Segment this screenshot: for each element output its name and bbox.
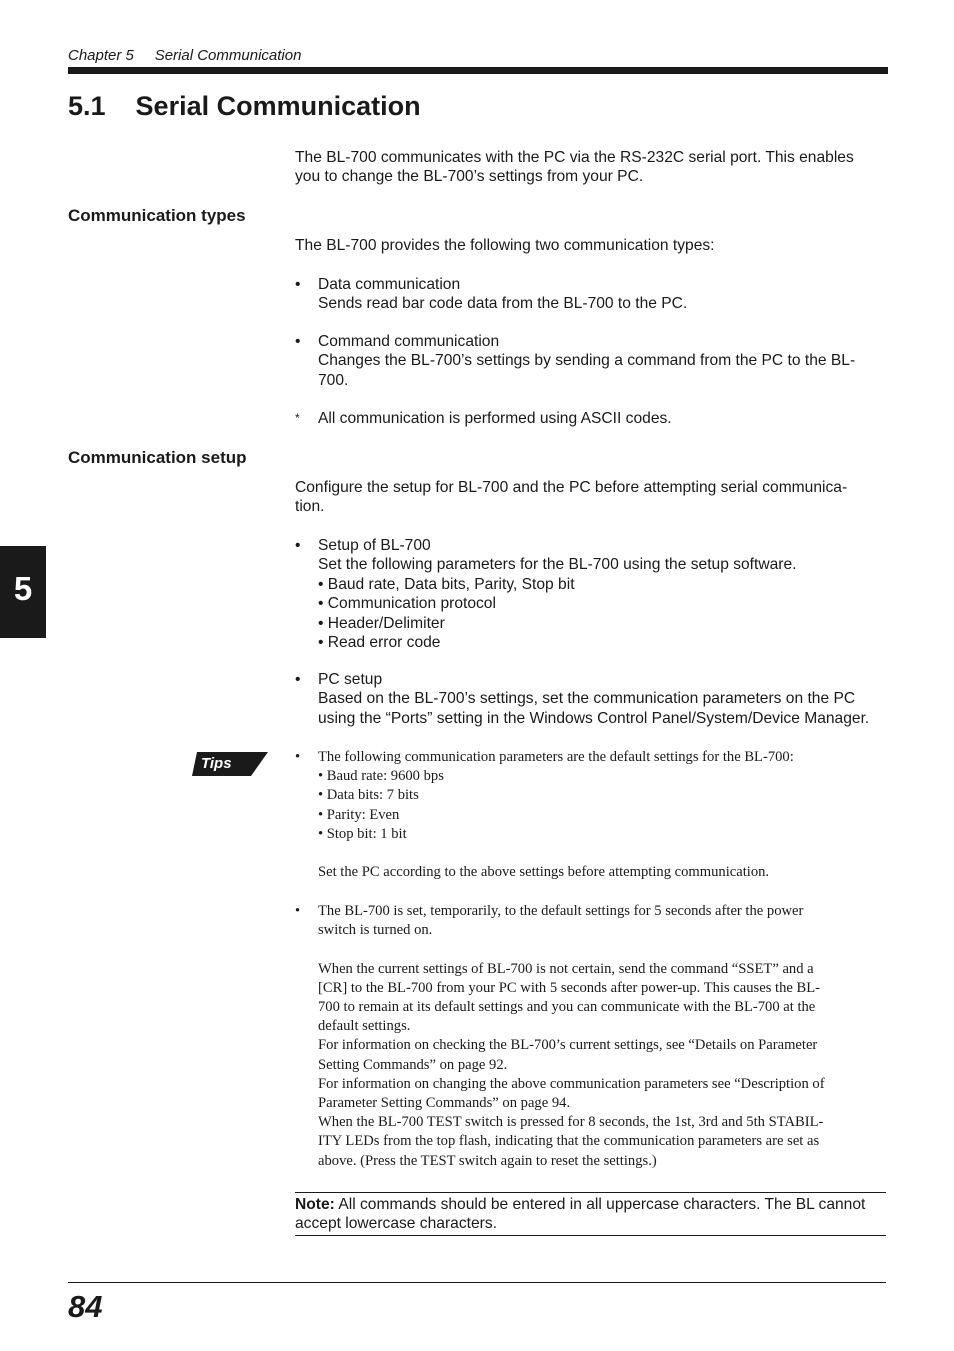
footnote-text: All communication is performed using ASCII codes. [318,410,672,427]
communication-setup-heading: Communication setup [68,448,247,467]
tips-text: default settings. [318,1018,411,1035]
list-item-text: Changes the BL-700’s settings by sending a command from the PC to the BL- [318,352,856,370]
bullet-mark: • [295,903,301,919]
lead-line: tion. [295,498,325,516]
list-item-text: Set the following parameters for the BL-700 using the setup software. [318,556,797,574]
note-text: All commands should be entered in all uppercase characters. The BL cannot [334,1196,866,1213]
list-item [295,536,887,654]
list-item [295,670,887,730]
communication-types-heading: Communication types [68,206,246,225]
intro-paragraph [295,148,887,187]
footnote [295,409,887,429]
chapter-tab-number: 5 [13,570,33,607]
note-box [295,1195,887,1234]
tips-text: Setting Commands” on page 92. [318,1056,508,1073]
tips-text: [CR] to the BL-700 from your PC with 5 seconds after power-up. This causes the BL- [318,979,821,996]
tips-text: 700 to remain at its default settings and you can communicate with the BL-700 at the [318,999,816,1015]
tips-item [295,902,887,1174]
tips-text: When the BL-700 TEST switch is pressed for 8 seconds, the 1st, 3rd and 5th STABIL- [318,1114,824,1131]
note-text: accept lowercase characters. [295,1215,497,1233]
bullet-mark: • [295,537,301,554]
tips-text: For information on checking the BL-700’s current settings, see “Details on Parameter [318,1037,818,1054]
footnote-mark: * [295,411,300,425]
list-item-text: using the “Ports” setting in the Windows Control Panel/System/Device Manager. [318,709,870,727]
note-top-rule [295,1192,886,1193]
sub-bullet: • Stop bit: 1 bit [318,825,407,842]
list-item-text: 700. [318,371,349,389]
blank-line [318,940,887,959]
tips-text: For information on changing the above communication parameters see “Description of [318,1075,825,1092]
lead-line: Configure the setup for BL-700 and the PC before attempting serial communica- [295,479,848,496]
sub-bullet: • Baud rate, Data bits, Parity, Stop bit [318,575,575,593]
tips-label: Tips [201,755,232,772]
sub-bullet: • Parity: Even [318,806,400,823]
tips-text: When the current settings of BL-700 is not certain, send the command “SSET” and a [318,960,814,977]
sub-bullet: • Read error code [318,634,441,652]
sub-bullet: • Header/Delimiter [318,614,445,632]
page-number: 84 [68,1289,103,1324]
section-title: 5.1 Serial Communication [68,91,421,121]
sub-bullet: • Communication protocol [318,595,496,613]
tips-text: switch is turned on. [318,922,433,939]
tips-text: above. (Press the TEST switch again to reset the settings.) [318,1152,657,1169]
list-item-text: Based on the BL-700’s settings, set the communication parameters on the PC [318,690,856,708]
bullet-mark: • [295,671,301,688]
chapter-tab [0,546,46,638]
note-label: Note: [295,1196,335,1213]
bullet-mark: • [295,276,301,293]
note-bottom-rule [295,1235,886,1236]
list-item-title: Command communication [318,333,500,350]
footer-rule [68,1282,886,1283]
list-item-text: Sends read bar code data from the BL-700 to the PC. [318,295,688,313]
sub-bullet: • Data bits: 7 bits [318,787,419,804]
communication-types-lead: The BL-700 provides the following two communication types: [295,237,715,254]
communication-setup-lead [295,478,887,517]
tips-item [295,748,887,884]
tips-text: Set the PC according to the above settings before attempting communication. [318,864,770,881]
list-item [295,275,887,315]
running-head: Chapter 5 Serial Communication [68,47,302,64]
list-item-title: Data communication [318,276,461,293]
header-rule [68,67,888,74]
intro-line: you to change the BL-700’s settings from your PC. [295,168,644,186]
blank-line [318,844,887,863]
tips-text: ITY LEDs from the top flash, indicating that the communication parameters are set as [318,1133,820,1150]
sub-bullet: • Baud rate: 9600 bps [318,768,444,785]
list-item [295,332,887,392]
tips-text: The following communication parameters are the default settings for the BL-700: [318,749,794,765]
list-item-title: Setup of BL-700 [318,537,431,554]
tips-badge [192,752,268,776]
list-item-title: PC setup [318,671,383,688]
bullet-mark: • [295,749,301,765]
bullet-mark: • [295,333,301,350]
tips-text: The BL-700 is set, temporarily, to the default settings for 5 seconds after the power [318,903,804,919]
intro-line: The BL-700 communicates with the PC via the RS-232C serial port. This enables [295,149,854,166]
tips-text: Parameter Setting Commands” on page 94. [318,1095,571,1112]
